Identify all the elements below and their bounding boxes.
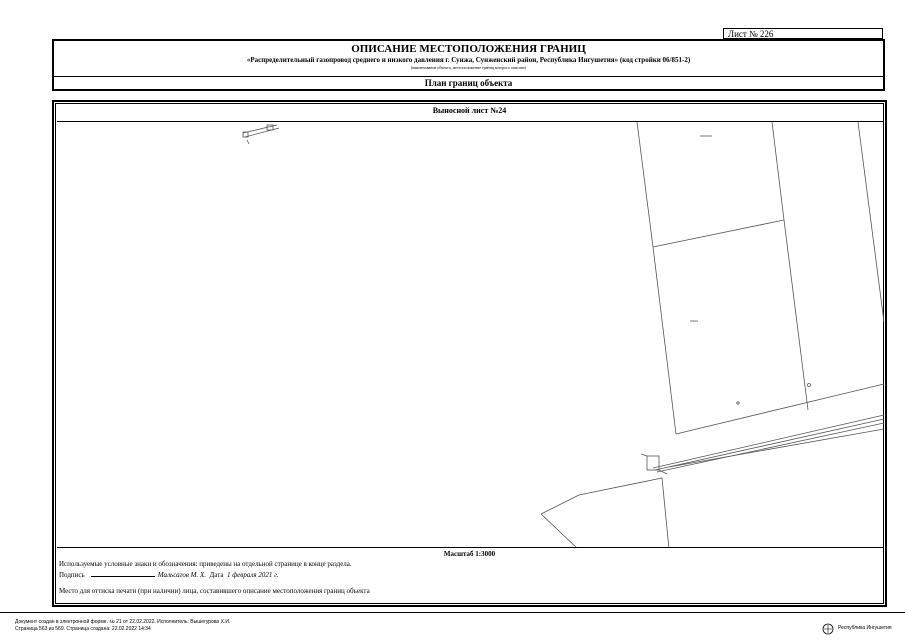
parcel-boundaries [637,122,884,434]
signature-row [59,569,279,580]
stamp-place: Место для оттиска печати (при наличии) лица, составившего описание местоположения границ объекта [59,587,370,595]
parcels-bottom [541,478,669,548]
footer-page-info: Страница 563 из 569. Страница создана: 22.02.2022 14:34 [15,626,151,632]
map-scale: Масштаб 1:3000 [443,550,496,558]
document-header [52,39,885,91]
signer-name: Мальсагов М. Х. [157,571,206,579]
signature-label: Подпись [59,571,85,579]
footer-logo-text: Республика Ингушетия [838,625,892,631]
road-lines [653,415,884,472]
document-title: ОПИСАНИЕ МЕСТОПОЛОЖЕНИЯ ГРАНИЦ [351,43,586,55]
emblem-icon [822,622,834,634]
plan-title: План границ объекта [424,78,513,88]
boundary-map [57,121,884,548]
sheet-number: Лист № 226 [723,28,883,39]
date-label: Дата [209,571,224,579]
footer-document-info: Документ создан в электронной форме. № 21 от 22.02.2022. Исполнитель: Вышегурова Х.И. [15,619,231,625]
point-marker [737,402,739,404]
object-name: «Распределительный газопровод среднего и низкого давления г. Сунжа, Сунженский район, Республика Ингушетия» (код стройки 06/851-2) [246,56,691,64]
legend-note: Используемые условные знаки и обозначения: приведены на отдельной странице в конце раздела. [59,560,352,568]
signature-line [91,569,155,577]
date-value: 1 февраля 2021 г. [226,571,279,579]
map-drawing [57,122,884,548]
point-marker [808,384,811,387]
sheet-title: Выносной лист №24 [432,106,507,115]
object-fragment-top [243,125,279,144]
footer-divider [0,612,905,613]
object-name-caption: (наименование объекта, местоположение границ которого описано) [410,65,527,70]
